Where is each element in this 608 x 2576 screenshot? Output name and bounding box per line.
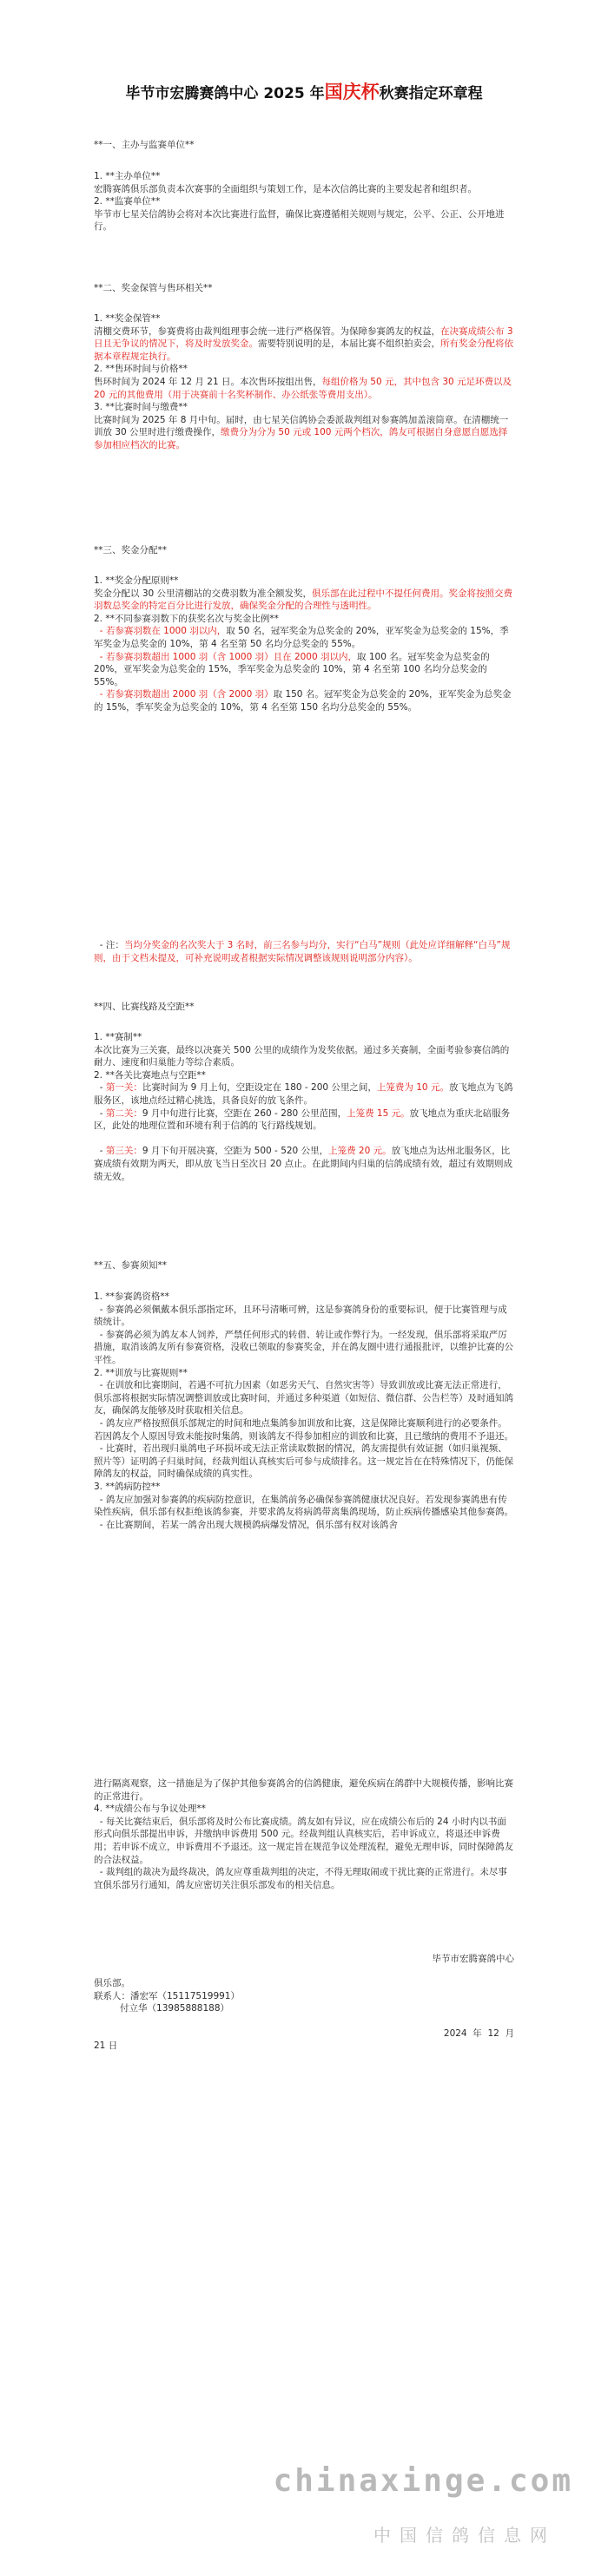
paragraph-block: 毕节市宏腾赛鸽中心 [432,1954,514,1964]
paragraph-block: **三、奖金分配** [94,545,167,555]
text-span: 放飞地点为达州北服务区，比赛成绩有效期为两天，即从放飞当日至次日 20 点止。在此期间内归巢的信鸽成绩有效，超过有效期则成绩无效。 [94,1146,513,1182]
highlighted-text: 在决赛成绩公布 3 日且无争议的情况下，将及时发放奖金。 [94,325,516,350]
paragraph-block [94,939,514,964]
highlighted-text: 俱乐部在此过程中不提任何费用。奖金将按照交费羽数总奖金的特定百分比进行发放，确保奖金分配的合理性与透明性。 [94,588,513,612]
page-title [0,78,608,104]
highlighted-text: 每组价格为 50 元，其中包含 30 元足环费以及 20 元的其他费用（用于决赛前十名奖杯制作、办公纸张等费用支出）。 [94,376,515,400]
text-span: 取 150 名。冠军奖金为总奖金的 20%，亚军奖金为总奖金的 15%，季军奖金为总奖金的 10%，第 4 名至第 150 名均分总奖金的 55%。 [94,689,512,713]
title-highlight: 国庆杯 [324,82,380,102]
paragraph-block: 1. **主办单位** 宏腾赛鸽俱乐部负责本次赛事的全面组织与策划工作，是本次信鸽比赛的主要发起者和组织者。 2. **监赛单位** 毕节市七星关信鸽协会将对本次比赛进行监督，确保比赛遵循相关规则与规定，公平、公正、公开地进行。 [94,171,505,233]
watermark-url: chinaxinge.com [273,2463,573,2499]
text-span: 1. **奖金分配原则** 奖金分配以 30 公里清棚站的交费羽数为准全额发奖， [94,575,313,599]
paragraph-block [94,1031,514,1183]
title-suffix: 秋赛指定环章程 [379,85,483,102]
paragraph-block: **五、参赛须知** [94,1260,167,1271]
text-span: 1. **赛制** 本次比赛为三关赛，最终以决赛关 500 公里的成绩作为发奖依据。通过多关赛制，全面考验参赛信鸽的耐力、速度和归巢能力等综合素质。 2. **各关比赛地点与空距** - [94,1032,510,1094]
text-span: - 注： [94,940,124,950]
text-span: 1. **奖金保管** 清棚交费环节，参赛费将由裁判组理事会统一进行严格保管。为保障参赛鸽友的权益， [94,313,440,337]
paragraph-block: 俱乐部。 联系人：潘宏军（15117519991） 付立华（13985888188） [94,1978,240,2014]
highlighted-text: 第一关： [105,1082,142,1094]
paragraph-block: 1. **参赛鸽资格** - 参赛鸽必须佩戴本俱乐部指定环，且环号清晰可辨，这是参赛鸽身份的重要标识，便于比赛管理与成绩统计。 - 参赛鸽必须为鸽友本人饲养，严禁任何形式的转借、转让或作弊行为。一经发现，俱乐部将采取严厉措施，取消该鸽友所有参赛资格，没收已领取的参赛奖金，并在鸽友圈中进行通报批评，以维护比赛的公平性。 2. **训放与比赛规则** - 在训放和比赛期间，若遇不可抗力因素（如恶劣天气、自然灾害等）导致训放或比赛无法正常进行，俱乐部将根据实际情况调整训放或比赛时间，并通过多种渠道（如短信、微信群、公告栏等）及时通知鸽友，确保鸽友能够及时获取相关信息。 - 鸽友应严格按照俱乐部规定的时间和地点集鸽参加训放和比赛，这是保障比赛顺利进行的必要条件。若因鸽友个人原因导致未能按时集鸽，则该鸽友不得参加相应的训放和比赛，且已缴纳的费用不予退还。 - 比赛时，若出现归巢鸽电子环损坏或无法正常读取数据的情况，鸽友需提供有效证据（如归巢视频、照片等）证明鸽子归巢时间，经裁判组认真核实后可参与成绩排名。这一规定旨在在特殊情况下，仍能保障鸽友的权益，同时确保成绩的真实性。 3. **鸽病防控** - 鸽友应加强对参赛鸽的疾病防控意识，在集鸽前务必确保参赛鸽健康状况良好。若发现参赛鸽患有传染性疾病，俱乐部有权拒绝该鸽参赛，并要求鸽友将病鸽带离集鸽现场，防止疾病传播感染其他参赛鸽。 - 在比赛期间，若某一鸽舍出现大规模鸽病爆发情况，俱乐部有权对该鸽舍 [94,1291,513,1530]
text-span: 9 月中旬进行比赛，空距在 260 - 280 公里范围， [142,1107,347,1119]
highlighted-text: 所有奖金分配将依据本章程规定执行。 [94,338,513,362]
text-span: 2. **不同参赛羽数下的获奖名次与奖金比例** [94,613,279,624]
paragraph-block: **二、奖金保管与售环相关** [94,283,213,293]
highlighted-text: - 若参赛羽数在 1000 羽以内， [94,626,227,637]
paragraph-block: 21 日 [94,2040,118,2051]
paragraph-block [94,575,514,714]
highlighted-text: 当均分奖金的名次奖大于 3 名时，前三名参与均分，实行“白马”规则（此处应详细解释“白马”规则，由于文档未提及，可补充说明或者根据实际情况调整该规则说明部分内容）。 [94,940,511,963]
paragraph-block: **一、主办与监赛单位** [94,140,195,150]
highlighted-text: - 若参赛羽数超出 2000 羽（含 2000 羽） [94,689,274,700]
text-span: 比赛时间为 9 月上旬，空距设定在 180 - 200 公里之间， [142,1082,377,1094]
paragraph-block: **四、比赛线路及空距** [94,1002,195,1012]
paragraph-block: 2024 年 12 月 [443,2028,514,2039]
paragraph-block [94,312,514,452]
highlighted-text: - 若参赛羽数超出 1000 羽（含 1000 羽）且在 2000 羽以内， [94,651,358,662]
highlighted-text: 上笼费为 10 元。 [376,1082,449,1094]
text-span: 取 50 名，冠军奖金为总奖金的 20%，亚军奖金为总奖金的 15%，季军奖金为总奖金的 10%，第 4 名至第 50 名均分总奖金的 55%。 [94,626,509,649]
highlighted-text: 上笼费 15 元。 [347,1107,410,1119]
text-span: 放飞地点为飞鸽服务区，该地点经过精心挑选，具备良好的放飞条件。 - [94,1082,513,1119]
watermark-site-name: 中国信鸽信息网 [373,2525,556,2546]
text-span: 放飞地点为重庆北碚服务区，此处的地理位置和环境有利于信鸽的飞行路线规划。 - [94,1107,511,1157]
paragraph-block: 进行隔离观察，这一措施是为了保护其他参赛鸽舍的信鸽健康，避免疾病在鸽群中大规模传播，影响比赛的正常进行。 4. **成绩公布与争议处理** - 每关比赛结束后，俱乐部将及时公布比赛成绩。鸽友如有异议，应在成绩公布后的 24 小时内以书面形式向俱乐部提出申诉，并缴纳申诉费用 500 元。经裁判组认真核实后，若申诉成立，将退还申诉费用；若申诉不成立，申诉费用不予退还。这一规定旨在规范争议处理流程，避免无理申诉，同时保障鸽友的合法权益。 - 裁判组的裁决为最终裁决，鸽友应尊重裁判组的决定，不得无理取闹或干扰比赛的正常进行。未尽事宜俱乐部另行通知，鸽友应密切关注俱乐部发布的相关信息。 [94,1778,513,1890]
highlighted-text: 第二关： [105,1107,142,1119]
highlighted-text: 第三关： [105,1146,142,1157]
text-span: 9 月下旬开展决赛，空距为 500 - 520 公里， [142,1146,329,1157]
highlighted-text: 上笼费 20 元。 [328,1146,392,1157]
highlighted-text: 缴费分为分为 50 元或 100 元两个档次，鸽友可根据自身意愿自愿选择参加相应档次的比赛。 [94,427,508,450]
title-prefix: 毕节市宏腾赛鸽中心 2025 年 [125,85,325,102]
text-span: 3. **比赛时间与缴费** 比赛时间为 2025 年 8 月中旬。届时，由七星关信鸽协会委派裁判组对参赛鸽加盖滚筒章。在清棚统一训放 30 公里时进行缴费操作， [94,402,509,438]
text-span: 需要特别说明的是，本届比赛不组织拍卖会， [258,338,440,350]
text-span: 2. **售环时间与价格** 售环时间为 2024 年 12 月 21 日。本次售环按组出售， [94,364,322,387]
text-span: 取 100 名。冠军奖金为总奖金的 20%，亚军奖金为总奖金的 15%，季军奖金为总奖金的 10%，第 4 名至第 100 名均分总奖金的 55%。 [94,651,490,687]
